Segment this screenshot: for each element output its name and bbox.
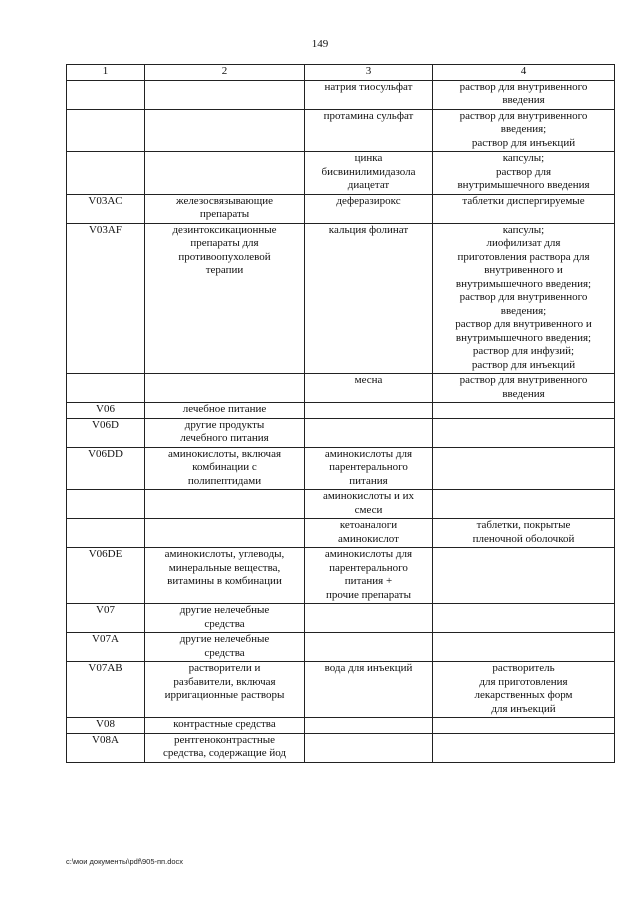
table-row (67, 633, 615, 662)
atc-code-cell: V03AC (67, 194, 145, 223)
drug-name-cell: деферазирокс (305, 194, 433, 223)
atc-code-cell: V07 (67, 604, 145, 633)
dosage-form-cell (433, 447, 615, 490)
table-row (67, 447, 615, 490)
table-row (67, 519, 615, 548)
table-row (67, 548, 615, 604)
group-name-cell (145, 490, 305, 519)
dosage-form-cell: таблетки, покрытые пленочной оболочкой (433, 519, 615, 548)
group-name-cell: другие нелечебные средства (145, 604, 305, 633)
drug-name-cell: цинка бисвинилимидазола диацетат (305, 152, 433, 195)
table-header (67, 65, 615, 81)
drug-name-cell: аминокислоты для парентерального питания + прочие препараты (305, 548, 433, 604)
drug-name-cell (305, 718, 433, 734)
atc-code-cell: V06DE (67, 548, 145, 604)
drug-name-cell (305, 418, 433, 447)
footer-file-path: c:\мои документы\pdf\905-пп.docx (66, 857, 184, 866)
dosage-form-cell (433, 718, 615, 734)
group-name-cell: лечебное питание (145, 403, 305, 419)
column-header: 1 (67, 65, 145, 81)
column-header: 3 (305, 65, 433, 81)
group-name-cell (145, 519, 305, 548)
table-row (67, 152, 615, 195)
atc-code-cell (67, 374, 145, 403)
atc-code-cell: V06D (67, 418, 145, 447)
dosage-form-cell (433, 490, 615, 519)
table-row (67, 374, 615, 403)
dosage-form-cell: раствор для внутривенного введения; раствор для инъекций (433, 109, 615, 152)
drug-table (66, 64, 615, 763)
page-number: 149 (311, 38, 329, 50)
header-row (67, 65, 615, 81)
dosage-form-cell: таблетки диспергируемые (433, 194, 615, 223)
table-row (67, 109, 615, 152)
table-row (67, 718, 615, 734)
drug-name-cell (305, 633, 433, 662)
atc-code-cell (67, 152, 145, 195)
drug-name-cell: кальция фолинат (305, 223, 433, 374)
dosage-form-cell (433, 733, 615, 762)
drug-name-cell: натрия тиосульфат (305, 80, 433, 109)
atc-code-cell (67, 490, 145, 519)
atc-code-cell: V03AF (67, 223, 145, 374)
drug-name-cell: месна (305, 374, 433, 403)
atc-code-cell (67, 109, 145, 152)
group-name-cell: другие продукты лечебного питания (145, 418, 305, 447)
drug-name-cell: вода для инъекций (305, 662, 433, 718)
atc-code-cell: V07A (67, 633, 145, 662)
drug-name-cell: протамина сульфат (305, 109, 433, 152)
group-name-cell (145, 152, 305, 195)
table-row (67, 418, 615, 447)
atc-code-cell: V07AB (67, 662, 145, 718)
drug-name-cell: аминокислоты для парентерального питания (305, 447, 433, 490)
table-row (67, 223, 615, 374)
drug-name-cell (305, 403, 433, 419)
dosage-form-cell (433, 418, 615, 447)
table-row (67, 194, 615, 223)
atc-code-cell: V06 (67, 403, 145, 419)
dosage-form-cell (433, 548, 615, 604)
drug-name-cell: кетоаналоги аминокислот (305, 519, 433, 548)
table-row (67, 604, 615, 633)
table-row (67, 733, 615, 762)
group-name-cell: аминокислоты, включая комбинации с полипептидами (145, 447, 305, 490)
table-row (67, 490, 615, 519)
table-row (67, 403, 615, 419)
column-header: 4 (433, 65, 615, 81)
dosage-form-cell (433, 403, 615, 419)
group-name-cell: другие нелечебные средства (145, 633, 305, 662)
atc-code-cell: V06DD (67, 447, 145, 490)
dosage-form-cell: капсулы; лиофилизат для приготовления раствора для внутривенного и внутримышечного введения; раствор для внутривенного введения; раствор для внутривенного и внутримышечного введения; раствор для инфузий; раствор для инъекций (433, 223, 615, 374)
drug-name-cell (305, 733, 433, 762)
group-name-cell (145, 80, 305, 109)
table-row (67, 80, 615, 109)
group-name-cell (145, 374, 305, 403)
group-name-cell: железосвязывающие препараты (145, 194, 305, 223)
atc-code-cell: V08 (67, 718, 145, 734)
group-name-cell: растворители и разбавители, включая ирригационные растворы (145, 662, 305, 718)
group-name-cell: контрастные средства (145, 718, 305, 734)
group-name-cell: дезинтоксикационные препараты для противоопухолевой терапии (145, 223, 305, 374)
dosage-form-cell (433, 604, 615, 633)
dosage-form-cell: растворитель для приготовления лекарственных форм для инъекций (433, 662, 615, 718)
dosage-form-cell: капсулы; раствор для внутримышечного введения (433, 152, 615, 195)
atc-code-cell (67, 80, 145, 109)
table-row (67, 662, 615, 718)
dosage-form-cell: раствор для внутривенного введения (433, 80, 615, 109)
dosage-form-cell: раствор для внутривенного введения (433, 374, 615, 403)
dosage-form-cell (433, 633, 615, 662)
table-body (67, 80, 615, 762)
atc-code-cell: V08A (67, 733, 145, 762)
atc-code-cell (67, 519, 145, 548)
group-name-cell: аминокислоты, углеводы, минеральные вещества, витамины в комбинации (145, 548, 305, 604)
column-header: 2 (145, 65, 305, 81)
group-name-cell: рентгеноконтрастные средства, содержащие йод (145, 733, 305, 762)
drug-name-cell (305, 604, 433, 633)
group-name-cell (145, 109, 305, 152)
drug-name-cell: аминокислоты и их смеси (305, 490, 433, 519)
